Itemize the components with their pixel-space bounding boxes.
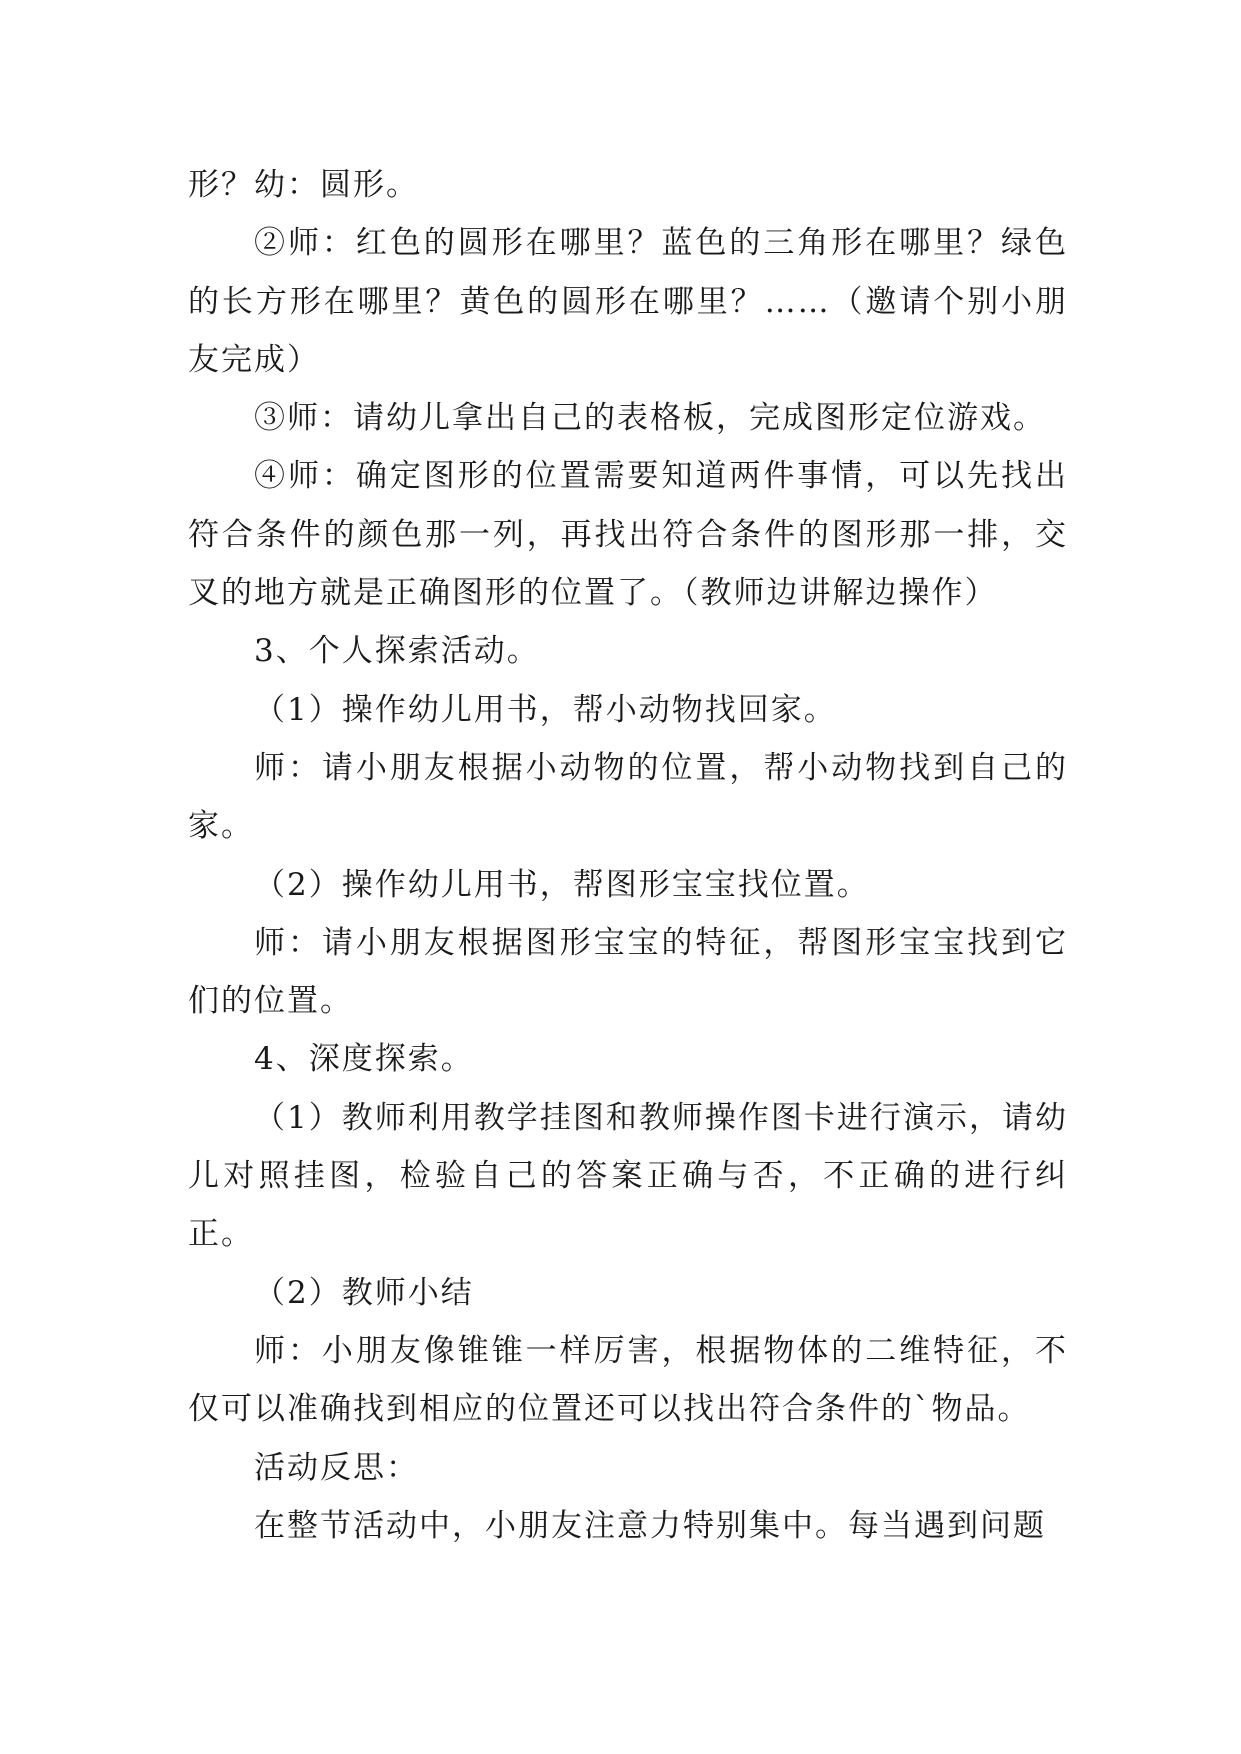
paragraph: 师：小朋友像锥锥一样厉害，根据物体的二维特征，不仅可以准确找到相应的位置还可以找出符合条件的`物品。 xyxy=(188,1332,1068,1428)
paragraph: （1）操作幼儿用书，帮小动物找回家。 xyxy=(254,691,837,728)
paragraph: （1）教师利用教学挂图和教师操作图卡进行演示，请幼儿对照挂图，检验自己的答案正确与否，不正确的进行纠正。 xyxy=(188,1099,1068,1253)
paragraph: 师：请小朋友根据小动物的位置，帮小动物找到自己的家。 xyxy=(188,749,1068,845)
paragraph: ②师：红色的圆形在哪里？蓝色的三角形在哪里？绿色的长方形在哪里？黄色的圆形在哪里？……（邀请个别小朋友完成） xyxy=(188,225,1068,378)
paragraph: 3、个人探索活动。 xyxy=(254,633,540,670)
paragraph: 4、深度探索。 xyxy=(254,1041,474,1078)
paragraph: （2）教师小结 xyxy=(254,1274,474,1311)
document-body xyxy=(188,156,1068,1555)
paragraph: ③师：请幼儿拿出自己的表格板，完成图形定位游戏。 xyxy=(254,400,1046,437)
paragraph: 师：请小朋友根据图形宝宝的特征，帮图形宝宝找到它们的位置。 xyxy=(188,924,1068,1020)
paragraph: 形？幼：圆形。 xyxy=(188,167,419,203)
paragraph: 活动反思： xyxy=(254,1449,419,1486)
paragraph: ④师：确定图形的位置需要知道两件事情，可以先找出符合条件的颜色那一列，再找出符合条件的图形那一排，交叉的地方就是正确图形的位置了。（教师边讲解边操作） xyxy=(188,458,1068,612)
paragraph: （2）操作幼儿用书，帮图形宝宝找位置。 xyxy=(254,866,870,903)
paragraph: 在整节活动中，小朋友注意力特别集中。每当遇到问题 xyxy=(254,1507,1046,1544)
